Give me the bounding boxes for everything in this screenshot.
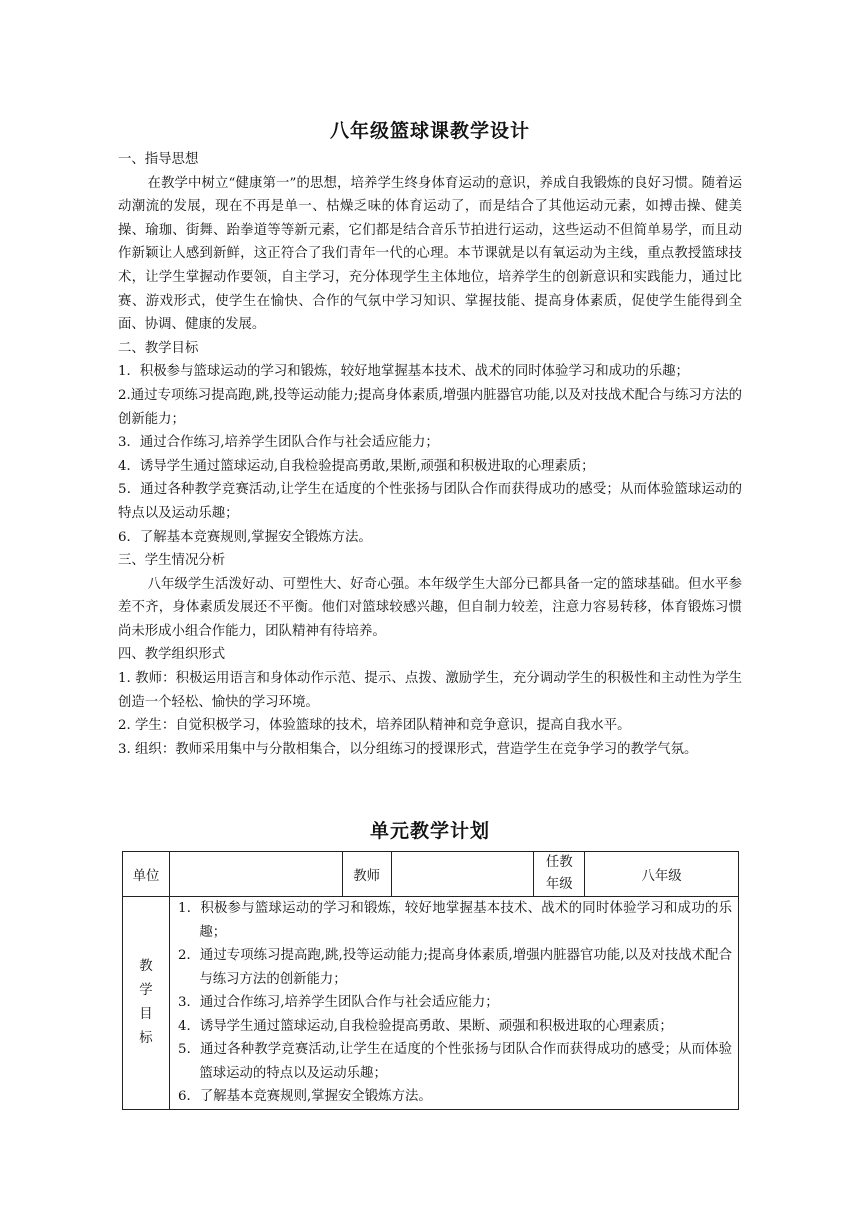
unit-label-cell: 单位 bbox=[123, 852, 170, 897]
plan-goal-item: 5．通过各种教学竞赛活动,让学生在适度的个性张扬与团队合作而获得成功的感受；从而体验篮球运动的特点以及运动乐趣； bbox=[177, 1042, 732, 1081]
plan-goal-item: 4．诱导学生通过篮球运动,自我检验提高勇敢、果断、顽强和积极进取的心理素质； bbox=[177, 1018, 673, 1034]
organization-item: 3. 组织：教师采用集中与分散相集合，以分组练习的授课形式，营造学生在竞争学习的教学气氛。 bbox=[118, 741, 698, 757]
plan-goal-item: 6．了解基本竞赛规则,掌握安全锻炼方法。 bbox=[177, 1089, 432, 1104]
unit-value-cell bbox=[169, 852, 342, 897]
plan-goal-item: 3．通过合作练习,培养学生团队合作与社会适应能力； bbox=[177, 995, 499, 1010]
table-row bbox=[123, 897, 739, 1110]
goals-label-cell bbox=[123, 897, 170, 1110]
table-row bbox=[123, 852, 739, 897]
unit-plan-table bbox=[122, 851, 739, 1110]
grade-label-line: 年级 bbox=[545, 877, 573, 892]
goal-item: 6．了解基本竞赛规则,掌握安全锻炼方法。 bbox=[118, 529, 372, 545]
organization-item: 1. 教师：积极运用语言和身体动作示范、提示、点拨、激励学生，充分调动学生的积极性和主动性为学生创造一个轻松、愉快的学习环境。 bbox=[118, 671, 742, 710]
goal-item: 2.通过专项练习提高跑,跳,投等运动能力;提高身体素质,增强内脏器官功能,以及对技战术配合与练习方法的创新能力； bbox=[118, 387, 742, 427]
section-paragraph-students: 八年级学生活泼好动、可塑性大、好奇心强。本年级学生大部分已都具备一定的篮球基础。但水平参差不齐，身体素质发展还不平衡。他们对篮球较感兴趣，但自制力较差，注意力容易转移，体育锻炼习惯尚未形成小组合作能力，团队精神有待培养。 bbox=[118, 576, 742, 639]
goal-item: 4．诱导学生通过篮球运动,自我检验提高勇敢,果断,顽强和积极进取的心理素质； bbox=[118, 458, 595, 474]
section-heading-guiding: 一、指导思想 bbox=[118, 152, 199, 167]
goal-item: 1．积极参与篮球运动的学习和锻炼，较好地掌握基本技术、战术的同时体验学习和成功的乐趣； bbox=[118, 364, 689, 380]
organization-item: 2. 学生：自觉积极学习，体验篮球的技术，培养团队精神和竞争意识，提高自我水平。 bbox=[118, 718, 631, 734]
goal-item: 5．通过各种教学竞赛活动,让学生在适度的个性张扬与团队合作而获得成功的感受；从而体验篮球运动的特点以及运动乐趣； bbox=[118, 482, 742, 521]
document-body bbox=[118, 148, 742, 761]
section-paragraph-guiding: 在教学中树立“健康第一”的思想，培养学生终身体育运动的意识，养成自我锻炼的良好习惯。随着运动潮流的发展，现在不再是单一、枯燥乏味的体育运动了，而是结合了其他运动元素，如搏击操、健美操、瑜珈、街舞、跆拳道等等新元素，它们都是结合音乐节拍进行运动，这些运动不但简单易学，而且动作新颖让人感到新鲜，这正符合了我们青年一代的心理。本节课就是以有氧运动为主线，重点教授篮球技术，让学生掌握动作要领，自主学习，充分体现学生主体地位，培养学生的创新意识和实践能力，通过比赛、游戏形式，使学生在愉快、合作的气氛中学习知识、掌握技能、提高身体素质，促使学生能得到全面、协调、健康的发展。 bbox=[118, 175, 742, 333]
section-heading-students: 三、学生情况分析 bbox=[118, 553, 226, 569]
grade-label-line: 任教 bbox=[545, 855, 573, 870]
plan-goal-item: 1．积极参与篮球运动的学习和锻炼，较好地掌握基本技术、战术的同时体验学习和成功的乐趣； bbox=[177, 901, 732, 940]
teacher-label-cell: 教师 bbox=[342, 852, 391, 897]
goals-label-char: 目 bbox=[139, 1006, 153, 1022]
teacher-value-cell bbox=[391, 852, 534, 897]
goal-item: 3．通过合作练习,培养学生团队合作与社会适应能力； bbox=[118, 435, 439, 451]
goals-content-cell bbox=[169, 897, 738, 1110]
document-title: 八年级篮球课教学设计 bbox=[329, 120, 530, 142]
section-heading-goals: 二、教学目标 bbox=[118, 340, 199, 356]
plan-title: 单元教学计划 bbox=[369, 820, 490, 842]
goals-label-char: 教 bbox=[139, 958, 153, 974]
grade-label-cell bbox=[534, 852, 585, 897]
goals-label-char: 学 bbox=[139, 982, 153, 998]
grade-value-cell: 八年级 bbox=[585, 852, 739, 897]
plan-goal-item: 2．通过专项练习提高跑,跳,投等运动能力;提高身体素质,增强内脏器官功能,以及对技战术配合与练习方法的创新能力； bbox=[177, 948, 732, 987]
goals-label-char: 标 bbox=[139, 1030, 153, 1046]
section-heading-organization: 四、教学组织形式 bbox=[118, 647, 226, 663]
